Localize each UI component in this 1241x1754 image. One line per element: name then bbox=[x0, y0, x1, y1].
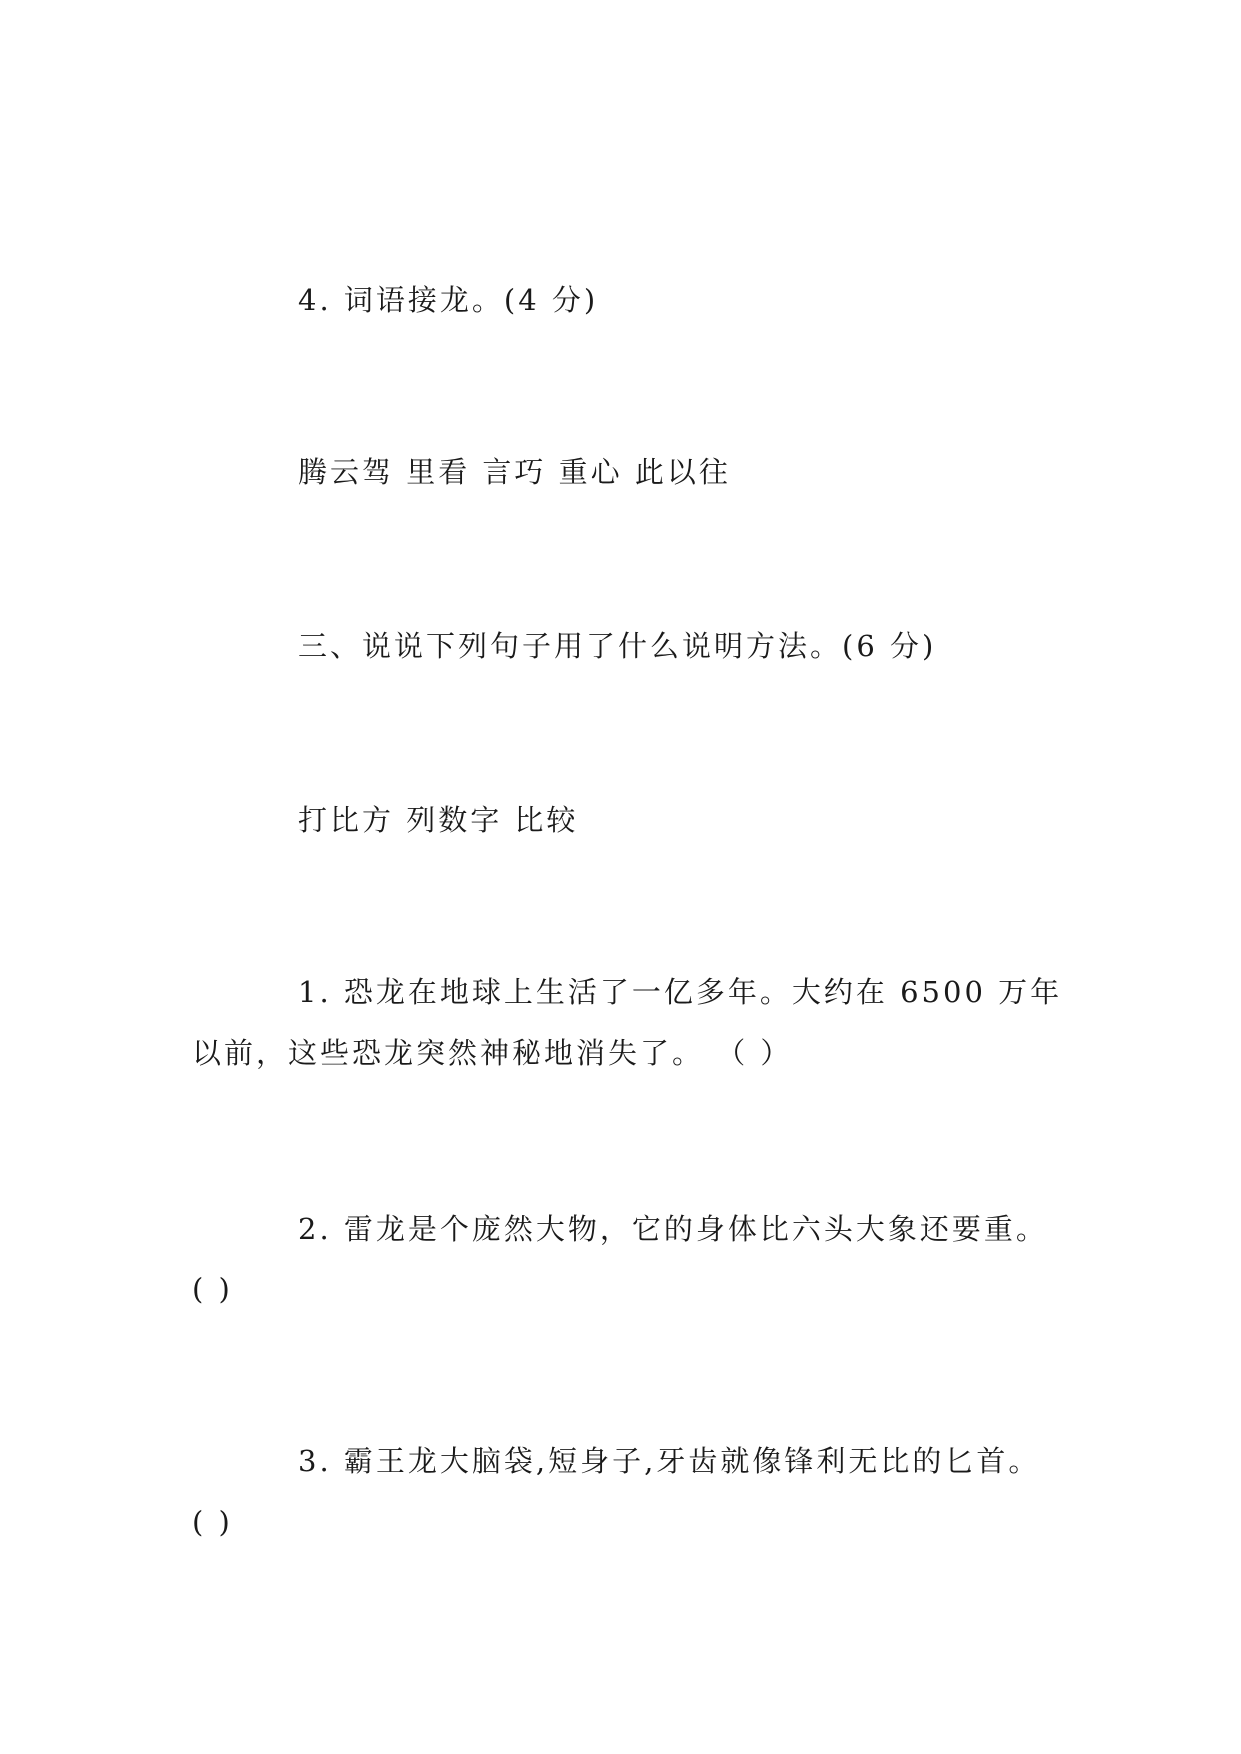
item-2-answer-blank: ( ) bbox=[192, 1272, 233, 1306]
item-1-text-line-1: 1. 恐龙在地球上生活了一亿多年。大约在 6500 万年 bbox=[298, 975, 1063, 1009]
question-4-heading: 4. 词语接龙。(4 分) bbox=[298, 283, 599, 317]
item-3-answer-blank: ( ) bbox=[192, 1505, 233, 1539]
item-3-text-line-1: 3. 霸王龙大脑袋,短身子,牙齿就像锋利无比的匕首。 bbox=[298, 1444, 1041, 1478]
section-3-heading: 三、说说下列句子用了什么说明方法。(6 分) bbox=[298, 629, 937, 663]
item-2-text-line-1: 2. 雷龙是个庞然大物，它的身体比六头大象还要重。 bbox=[298, 1212, 1048, 1246]
question-4-word-list: 腾云驾 里看 言巧 重心 此以往 bbox=[298, 455, 731, 489]
item-1-text-line-2: 以前，这些恐龙突然神秘地消失了。 （ ） bbox=[192, 1036, 793, 1070]
section-3-method-options: 打比方 列数字 比较 bbox=[298, 803, 579, 837]
